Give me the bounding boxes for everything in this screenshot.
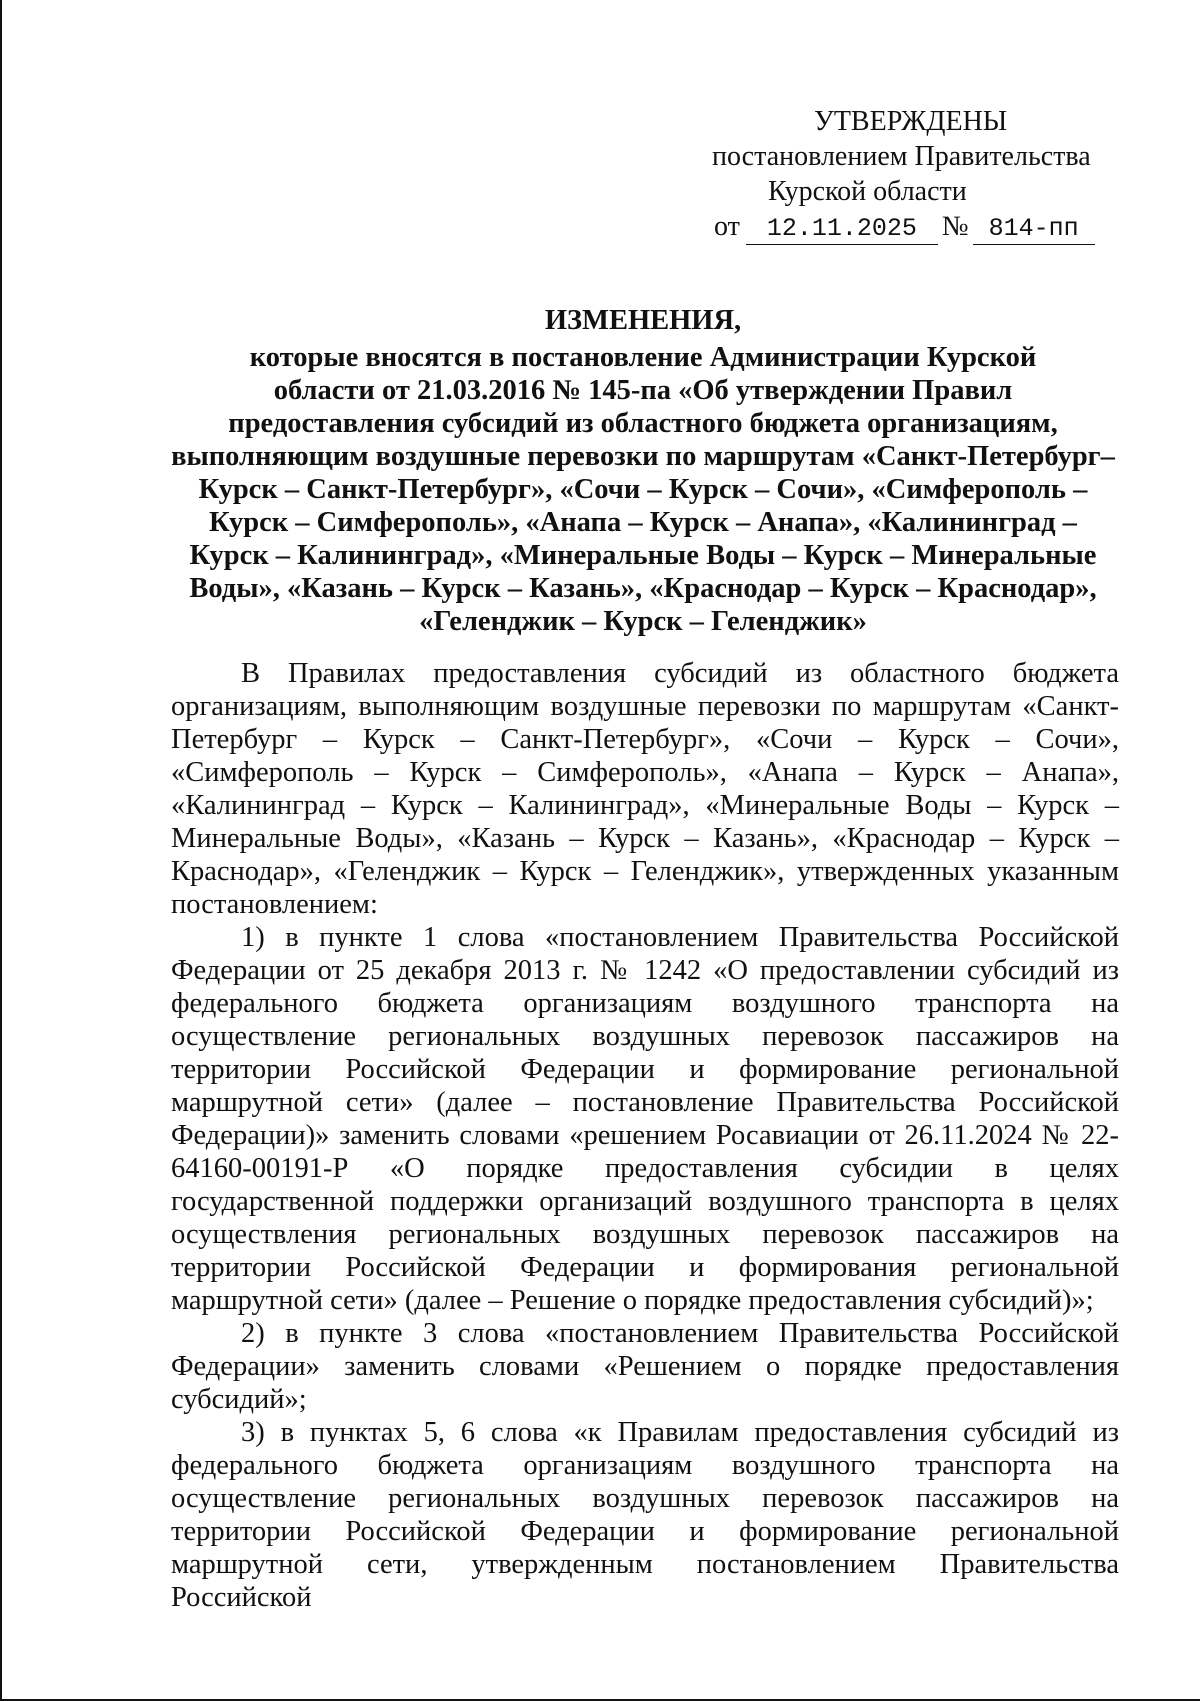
approval-block [712,104,1132,245]
approval-date: 12.11.2025 [746,214,938,245]
document-heading [166,304,1120,638]
heading-line: Курск – Санкт-Петербург», «Сочи – Курск – Сочи», «Симферополь – [198,474,1088,505]
approved-by-resolution: постановлением Правительства [712,141,1091,172]
body-paragraph-item-1: 1) в пункте 1 слова «постановлением Правительства Российской Федерации от 25 декабря 2013 г. № 1242 «О предоставлении субсидий из федерального бюджета организациям воздушного транспорта на осуществление региональных воздушных перевозок пассажиров на территории Российской Федерации и формирование региональной маршрутной сети» (далее – постановление Правительства Российской Федерации)» заменить словами «решением Росавиации от 26.11.2024 № 22-64160-00191-Р «О порядке предоставления субсидии в целях государственной поддержки организаций воздушного транспорта в целях осуществления региональных воздушных перевозок пассажиров на территории Российской Федерации и формирования региональной маршрутной сети» (далее – Решение о порядке предоставления субсидий)»; [171,922,1119,1316]
heading-line: которые вносятся в постановление Администрации Курской [249,342,1037,373]
heading-line: Курск – Симферополь», «Анапа – Курск – Анапа», «Калининград – [209,507,1077,538]
approval-date-number [712,209,1132,245]
heading-line: выполняющим воздушные перевозки по маршрутам «Санкт-Петербург– [171,441,1115,472]
body-paragraph-item-3: 3) в пунктах 5, 6 слова «к Правилам предоставления субсидий из федерального бюджета организациям воздушного транспорта на осуществление региональных воздушных перевозок пассажиров на территории Российской Федерации и формирование региональной маршрутной сети, утвержденным постановлением Правительства Российской [171,1417,1119,1613]
approval-number: 814-пп [973,214,1095,245]
heading-line: области от 21.03.2016 № 145-па «Об утверждении Правил [273,375,1013,406]
heading-title: ИЗМЕНЕНИЯ, [544,305,742,336]
approved-label: УТВЕРЖДЕНЫ [814,106,1008,137]
body-paragraph-item-2: 2) в пункте 3 слова «постановлением Правительства Российской Федерации» заменить словами «Решением о порядке предоставления субсидий»; [171,1318,1119,1415]
from-label: от [714,211,740,242]
body-paragraph-intro: В Правилах предоставления субсидий из областного бюджета организациям, выполняющим воздушные перевозки по маршрутам «Санкт-Петербург – Курск – Санкт-Петербург», «Сочи – Курск – Сочи», «Симферополь – Курск – Симферополь», «Анапа – Курск – Анапа», «Калининград – Курск – Калининград», «Минеральные Воды – Курск – Минеральные Воды», «Казань – Курск – Казань», «Краснодар – Курск – Краснодар», «Геленджик – Курск – Геленджик», утвержденных указанным постановлением: [171,658,1119,920]
heading-line: Воды», «Казань – Курск – Казань», «Краснодар – Курск – Краснодар», [189,573,1097,604]
document-body [171,657,1119,1614]
scan-edge-left [0,0,2,1701]
heading-line: предоставления субсидий из областного бюджета организациям, [228,408,1058,439]
heading-line: «Геленджик – Курск – Геленджик» [419,606,867,637]
approved-region: Курской области [768,176,967,207]
number-label: № [941,211,969,242]
heading-line: Курск – Калининград», «Минеральные Воды – Курск – Минеральные [189,540,1097,571]
